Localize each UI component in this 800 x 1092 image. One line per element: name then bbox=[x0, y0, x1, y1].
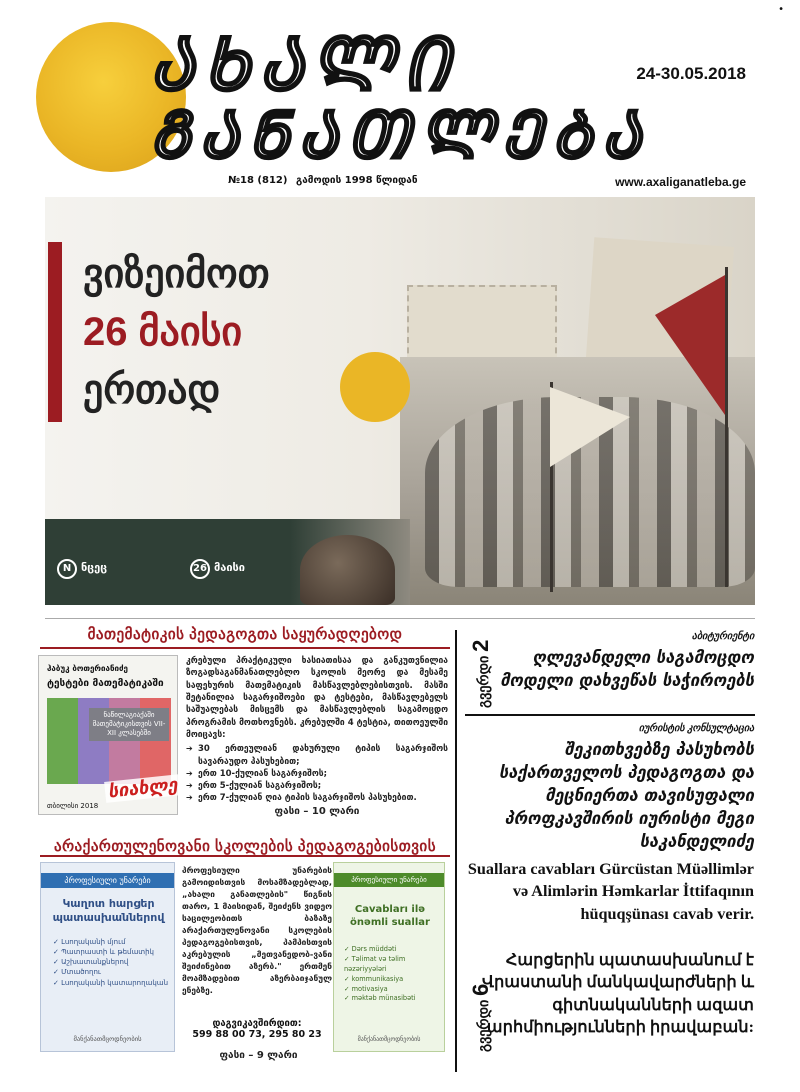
azeri-book-contents bbox=[344, 945, 444, 1004]
right-column-rule bbox=[465, 714, 755, 716]
math-book-year: თბილისი 2018 bbox=[47, 802, 99, 810]
math-book-author: ჰაბუკ ბოთერიანიძე bbox=[47, 664, 128, 673]
list-item: ✓ Աշխատանքներով bbox=[53, 958, 129, 967]
masthead-title-line1: ᲐᲮᲐᲚᲘ bbox=[150, 22, 459, 106]
math-box-intro: კრებული პრაქტიკული ხასიათისაა და განკუთვნილია ზოგადსაგანმანათლებლო სკოლის მეორე და მესამე საფეხურის მათემატიკის მასწავლებლებისთვის. მასში შეტანილია საგარჯიშოები და ტესტები, მასწავლებელს საშუალებას მისცემს და მასწავლებლის საგამოცდო პროგრამის მოთხოვნებს. კრებულში 4 ტესტია, თითოეულში მოიცავს: bbox=[186, 656, 448, 740]
math-box-rule bbox=[40, 647, 450, 649]
may26-logo-text: მაისი bbox=[214, 561, 245, 574]
list-item: ✓ kommunikasiya bbox=[344, 974, 404, 983]
page-number: 2 bbox=[468, 639, 493, 652]
hero-line2: 26 მაისი bbox=[83, 310, 243, 354]
armenian-book-publisher: მანქანათმცოდნეობის bbox=[73, 1035, 142, 1043]
ncec-logo-text: ნცეც bbox=[81, 561, 108, 574]
list-item: ➔ ერთ 5-ქულიან საგარჯიშოს; bbox=[186, 780, 448, 792]
page-reference-6 bbox=[468, 984, 494, 1052]
masthead-title-line2: ᲒᲐᲜᲐᲗᲚᲔᲑᲐ bbox=[150, 99, 651, 173]
list-item: ✓ Լսողականի կատարողական bbox=[53, 978, 169, 987]
math-book-title: ტესტები მათემატიკაში bbox=[47, 678, 164, 689]
list-item: ✓ məktəb münasibəti bbox=[344, 994, 416, 1003]
azeri-book-cover[interactable] bbox=[333, 862, 445, 1052]
flag-red bbox=[655, 275, 725, 415]
armenian-book-cover[interactable] bbox=[40, 862, 175, 1052]
schools-box-description: პროფესიული უნარების გამოიდისთვის მოსამზადებლად, „ახალი განათლების" წიგნის თარო, 1 მაისიდან, შეიძენს ვიდეო საცილეობითს ბაზაზე არაქართულენოვანი სკოლების პედაგოგებისთვის, პამპისთვის აკრებულის „მეთვანედობ-ვანი შეიძინებით აზერბ." ერთმენ მოამზადებით აზერბაიჯანულ ენებზე. bbox=[182, 865, 332, 996]
ncec-logo bbox=[57, 559, 107, 579]
list-item: ✓ motivasiya bbox=[344, 984, 388, 993]
page-label: გვერდი bbox=[475, 655, 491, 708]
issue-number: №18 (812) bbox=[228, 175, 288, 186]
new-badge: სიახლე bbox=[104, 774, 181, 803]
azeri-book-header: პროფესიული უნარები bbox=[334, 873, 444, 887]
list-item: ➔ ერთ 10-ქულიან საგარჯიშოს; bbox=[186, 768, 448, 780]
azeri-book-publisher: მანქანათმცოდნეობის bbox=[357, 1036, 421, 1043]
list-item: ✓ Լսողականի մյում bbox=[53, 938, 126, 946]
schools-box-rule bbox=[40, 855, 450, 857]
armenian-book-header: პროფესიული უნარები bbox=[41, 873, 174, 888]
hero-banner bbox=[45, 197, 755, 605]
corner-dot: • bbox=[778, 4, 784, 15]
may26-logo bbox=[190, 559, 245, 579]
headline-exam-model[interactable]: ღლევანდელი საგამოცდო მოდელი დახვეწას საჭიროებს bbox=[500, 648, 754, 691]
math-box-list bbox=[186, 743, 448, 805]
hero-red-bar bbox=[48, 242, 62, 422]
list-item: ✓ Մտածողու bbox=[53, 968, 101, 977]
ncec-logo-icon: N bbox=[57, 559, 77, 579]
schools-book-price: ფასი – 9 ლარი bbox=[219, 1050, 298, 1061]
page-label: გვერდი bbox=[475, 999, 491, 1052]
phone-numbers[interactable]: 599 88 00 73, 295 80 23 bbox=[192, 1029, 322, 1040]
schools-box-title: არაქართულენოვანი სკოლების პედაგოგებისთვის bbox=[53, 838, 437, 855]
hero-yellow-circle bbox=[340, 352, 410, 422]
math-book-price: ფასი – 10 ლარი bbox=[274, 806, 360, 817]
hero-apple-image bbox=[300, 535, 395, 605]
section-kicker-applicant: აბიტურიენტი bbox=[691, 631, 754, 642]
page-number: 6 bbox=[468, 983, 493, 996]
armenian-summary: Հարցերին պատասխանում է Վրաստանի մանկավարժների և գիտնականների ազատ արհմիությունների իրավաբան: bbox=[481, 951, 754, 1037]
azeri-book-title: Cavabları ilə önəmli suallar bbox=[350, 904, 430, 928]
contact-phones bbox=[182, 1018, 332, 1040]
armenian-book-title: Կաղոտ հարցեր պատասխաններով bbox=[52, 897, 165, 925]
math-book-cover[interactable] bbox=[38, 655, 178, 815]
math-book-subtitle: ნაწილაგიაქაში მათემატიკისთვის VII-XII კლასებში bbox=[89, 708, 169, 741]
masthead-info-row bbox=[0, 175, 800, 193]
list-item: ✓ Պատրաստի և թեմատիկ bbox=[53, 948, 154, 957]
section-kicker-lawyer: იურისტის კონსულტაცია bbox=[638, 723, 754, 734]
website-link[interactable]: www.axaliganatleba.ge bbox=[615, 175, 746, 189]
list-item: ✓ Dərs müddəti bbox=[344, 945, 397, 953]
armenian-book-contents bbox=[53, 937, 168, 988]
math-box-description bbox=[186, 655, 448, 805]
flag-pole-right bbox=[725, 267, 728, 587]
flag-white bbox=[550, 387, 630, 467]
list-item: ✓ Təlimat və təlim nəzəriyyələri bbox=[344, 954, 406, 973]
published-since: გამოდის 1998 წლიდან bbox=[296, 175, 418, 186]
section-divider bbox=[45, 618, 755, 619]
hero-slogan bbox=[83, 249, 270, 423]
azeri-summary: Suallara cavabları Gürcüstan Müəllimlər və Alimlərin Həmkarlar İttifaqının hüquqşünası cavab verir. bbox=[467, 860, 754, 923]
contact-label: დაგვიკავშირდით: bbox=[212, 1018, 302, 1029]
list-item: ➔ 30 ერთეულიან დახურული ტიპის საგარჯიშოს სავარაუდო პასუხებით; bbox=[186, 743, 448, 768]
math-box-title: მათემატიკის პედაგოგთა საყურადღებოდ bbox=[87, 626, 403, 643]
issue-date: 24-30.05.2018 bbox=[636, 64, 746, 83]
list-item: ➔ ერთ 7-ქულიან ღია ტიპის საგარჯიშოს პასუხებით. bbox=[186, 792, 448, 804]
may26-logo-icon: 26 bbox=[190, 559, 210, 579]
hero-line1: ვიზეიმოთ bbox=[83, 252, 270, 296]
headline-lawyer-answers[interactable]: შეკითხვებზე პასუხობს საქართველოს პედაგოგთა და მეცნიერთა თავისუფალი პროფკავშირის იურისტი მეგი საკანდელიძე bbox=[499, 740, 754, 852]
hero-line3: ერთად bbox=[83, 368, 221, 412]
